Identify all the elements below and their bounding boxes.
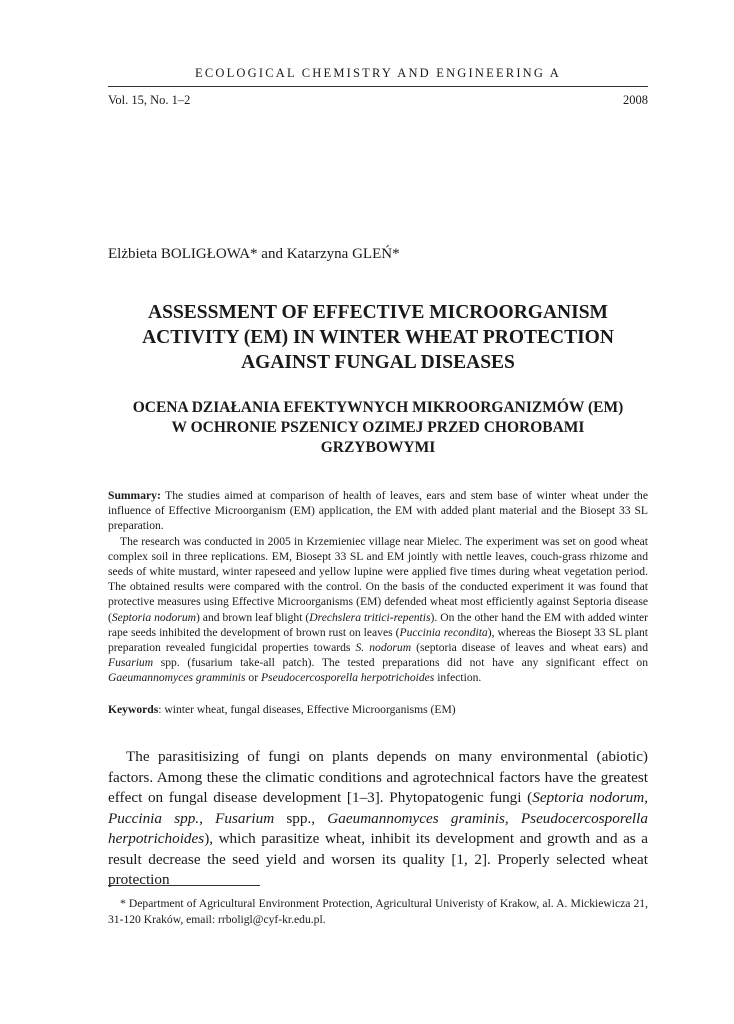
keywords-label: Keywords [108, 703, 159, 716]
keywords: Keywords: winter wheat, fungal diseases, Effective Microorganisms (EM) [108, 703, 456, 716]
journal-title: ECOLOGICAL CHEMISTRY AND ENGINEERING A [195, 66, 561, 80]
title-line: ACTIVITY (EM) IN WINTER WHEAT PROTECTION [142, 327, 614, 348]
abstract [108, 488, 648, 686]
abstract-paragraph: Summary: The studies aimed at comparison of health of leaves, ears and stem base of winter wheat under the influence of Effective Microorganism (EM) application, the EM with added plant material and the Biosept 33 SL preparation. [108, 489, 648, 533]
article-title [108, 300, 648, 375]
subtitle-line: GRZYBOWYMI [320, 439, 436, 456]
title-line: AGAINST FUNGAL DISEASES [241, 352, 515, 373]
body-paragraph: The parasitisizing of fungi on plants depends on many environmental (abiotic) factors. Among these the climatic conditions and agrotechnical factors have the greatest effect on fungal disease development [1–3]. Phytopatogenic fungi (Septoria nodorum, Puccinia spp., Fusarium spp., Gaeumannomyces graminis, Pseudocercosporella herpotrichoides), which parasitize wheat, inhibit its development and growth and as a result decrease the seed yield and worsen its quality [1, 2]. Properly selected wheat protection [108, 748, 648, 888]
footnote: * Department of Agricultural Environment Protection, Agricultural Univeristy of Krakow, al. A. Mickiewicza 21, 31-120 Kraków, email: rrboligl@cyf-kr.edu.pl. [108, 897, 648, 926]
header-divider [108, 86, 648, 87]
abstract-paragraph: The research was conducted in 2005 in Krzemieniec village near Mielec. The experiment was set on good wheat complex soil in three replications. EM, Biosept 33 SL and EM jointly with nettle leaves, couch-grass rhizome and seeds of white mustard, winter rapeseed and yellow lupine were applied five times during wheat vegetation period. The obtained results were compared with the control. On the basis of the conducted experiment it was found that protective measures using Effective Microorganisms (EM) defended wheat most efficiently against Septoria disease (Septoria nodorum) and brown leaf blight (Drechslera tritici-repentis). On the other hand the EM with added winter rape seeds inhibited the development of brown rust on leaves (Puccinia recondita), whereas the Biosept 33 SL plant preparation revealed fungicidal properties towards S. nodorum (septoria disease of leaves and wheat ears) and Fusarium spp. (fusarium take-all patch). The tested preparations did not have any significant effect on Gaeumannomyces gramminis or Pseudocercosporella herpotrichoides infection. [108, 534, 649, 685]
publication-year: 2008 [623, 93, 648, 107]
summary-label: Summary: [108, 489, 161, 502]
subtitle-line: OCENA DZIAŁANIA EFEKTYWNYCH MIKROORGANIZMÓW (EM) [132, 399, 624, 416]
authors: Elżbieta BOLIGŁOWA* and Katarzyna GLEŃ* [108, 246, 400, 262]
article-subtitle-polish [108, 398, 648, 458]
footnote-divider [108, 885, 260, 886]
subtitle-line: W OCHRONIE PSZENICY OZIMEJ PRZED CHOROBAMI [171, 419, 585, 436]
title-line: ASSESSMENT OF EFFECTIVE MICROORGANISM [148, 302, 608, 323]
volume-issue: Vol. 15, No. 1–2 [108, 93, 191, 107]
